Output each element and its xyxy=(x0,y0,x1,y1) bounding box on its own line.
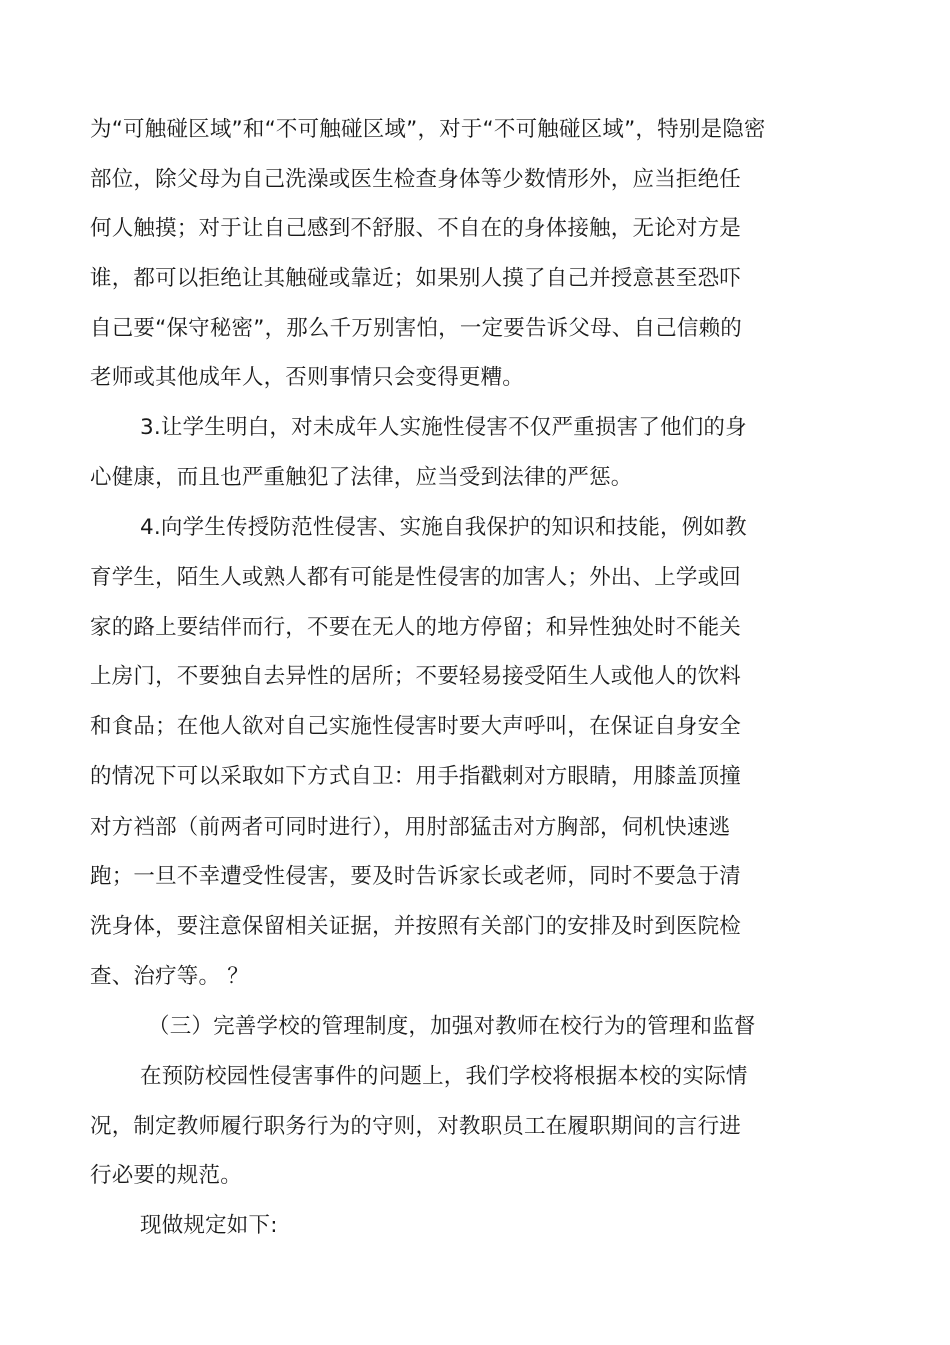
text-line: 行必要的规范。 xyxy=(90,1163,242,1188)
text-line: 查、治疗等。 ？ xyxy=(90,964,249,989)
text-line: 育学生，陌生人或熟人都有可能是性侵害的加害人；外出、上学或回 xyxy=(90,565,742,590)
text-line: 家的路上要结伴而行，不要在无人的地方停留；和异性独处时不能关 xyxy=(90,615,742,640)
text-line: 为“可触碰区域”和“不可触碰区域”，对于“不可触碰区域”，特别是隐密 xyxy=(90,117,766,142)
text-line: 何人触摸；对于让自己感到不舒服、不自在的身体接触，无论对方是 xyxy=(90,216,742,241)
text-line: 现做规定如下: xyxy=(140,1213,278,1238)
text-line: 洗身体，要注意保留相关证据，并按照有关部门的安排及时到医院检 xyxy=(90,914,742,939)
text-line: 对方裆部（前两者可同时进行），用肘部猛击对方胸部，伺机快速逃 xyxy=(90,815,731,840)
text-line: 部位，除父母为自己洗澡或医生检查身体等少数情形外，应当拒绝任 xyxy=(90,167,742,192)
text-line: 自己要“保守秘密”，那么千万别害怕，一定要告诉父母、自己信赖的 xyxy=(90,316,742,341)
text-line: 在预防校园性侵害事件的问题上，我们学校将根据本校的实际情 xyxy=(140,1064,748,1089)
list-item-3: 3.让学生明白，对未成年人实施性侵害不仅严重损害了他们的身 xyxy=(140,415,747,440)
list-item-4: 4.向学生传授防范性侵害、实施自我保护的知识和技能，例如教 xyxy=(140,515,747,540)
text-line: 上房门，不要独自去异性的居所；不要轻易接受陌生人或他人的饮料 xyxy=(90,664,742,689)
text-line: 的情况下可以采取如下方式自卫：用手指戳刺对方眼睛，用膝盖顶撞 xyxy=(90,764,742,789)
text-line: 况，制定教师履行职务行为的守则，对教职员工在履职期间的言行进 xyxy=(90,1114,742,1139)
text-line: 老师或其他成年人，否则事情只会变得更糟。 xyxy=(90,365,525,390)
section-heading: （三）完善学校的管理制度，加强对教师在校行为的管理和监督 xyxy=(148,1014,756,1039)
text-line: 谁，都可以拒绝让其触碰或靠近；如果别人摸了自己并授意甚至恐吓 xyxy=(90,266,742,291)
text-line: 跑；一旦不幸遭受性侵害，要及时告诉家长或老师，同时不要急于清 xyxy=(90,864,742,889)
text-line: 和食品；在他人欲对自己实施性侵害时要大声呼叫，在保证自身安全 xyxy=(90,714,742,739)
text-line: 心健康，而且也严重触犯了法律，应当受到法律的严惩。 xyxy=(90,465,633,490)
